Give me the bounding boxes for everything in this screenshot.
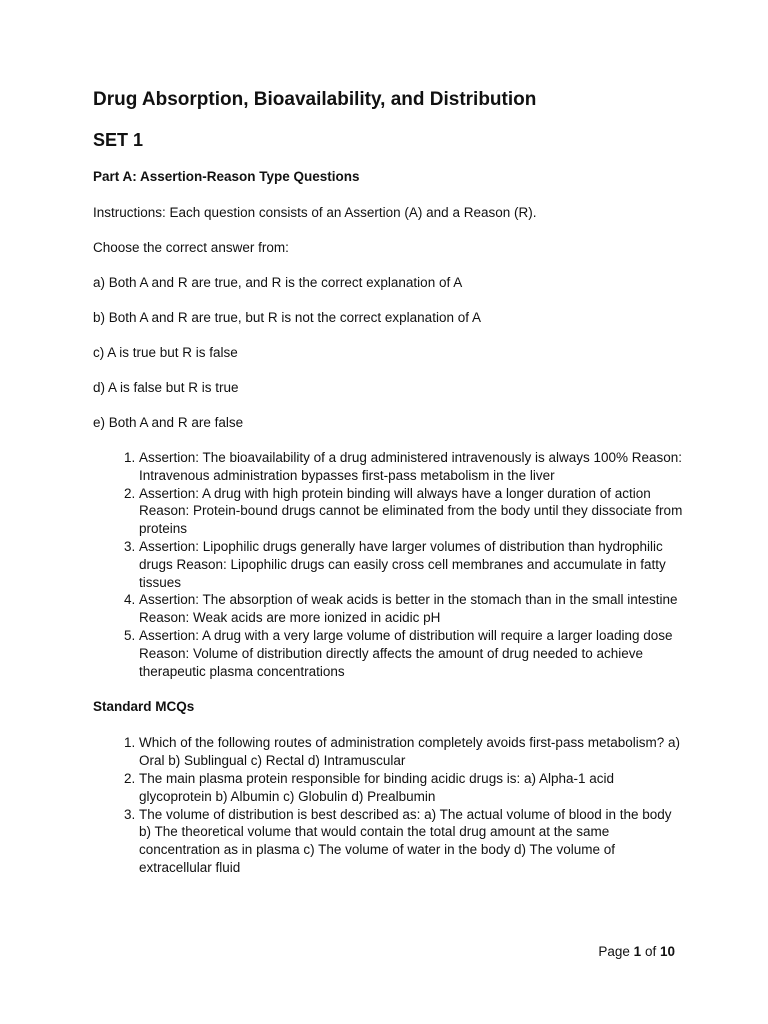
part-a-heading: Part A: Assertion-Reason Type Questions: [93, 169, 360, 184]
of-label: of: [644, 944, 657, 959]
mcq-question-list: [93, 734, 683, 876]
page-footer: [598, 943, 675, 961]
mcq-heading: Standard MCQs: [93, 699, 195, 715]
answer-option-c: c) A is true but R is false: [93, 345, 238, 360]
answer-option-a: a) Both A and R are true, and R is the correct explanation of A: [93, 275, 463, 290]
answer-option-d: d) A is false but R is true: [93, 380, 239, 395]
assertion-question-3: 3. Assertion: Lipophilic drugs generally have larger volumes of distribution than hydrophilic drugs Reason: Lipophilic drugs can easily cross cell membranes and accumulate in fatty tissues: [139, 538, 683, 591]
page-number: 1: [633, 944, 642, 959]
answer-option-e: e) Both A and R are false: [93, 415, 244, 430]
answer-option-b: b) Both A and R are true, but R is not the correct explanation of A: [93, 310, 481, 325]
set-title: SET 1: [93, 130, 144, 150]
instructions-text: Instructions: Each question consists of an Assertion (A) and a Reason (R).: [93, 205, 537, 220]
assertion-question-1: 1. Assertion: The bioavailability of a drug administered intravenously is always 100% Reason: Intravenous administration bypasses first-pass metabolism in the liver: [139, 449, 683, 485]
mcq-question-2: 2. The main plasma protein responsible for binding acidic drugs is: a) Alpha-1 acid glycoprotein b) Albumin c) Globulin d) Prealbumin: [139, 770, 683, 806]
mcq-question-1: 1. Which of the following routes of administration completely avoids first-pass metabolism? a) Oral b) Sublingual c) Rectal d) Intramuscular: [139, 734, 683, 770]
mcq-question-3: 3. The volume of distribution is best described as: a) The actual volume of blood in the body b) The theoretical volume that would contain the total drug amount at the same concentration as in plasma c) The volume of water in the body d) The volume of extracellular fluid: [139, 806, 683, 877]
assertion-question-5: 5. Assertion: A drug with a very large volume of distribution will require a larger loading dose Reason: Volume of distribution directly affects the amount of drug needed to achieve therapeutic plasma concentrations: [139, 627, 683, 680]
page-label: Page: [598, 944, 630, 959]
assertion-question-4: 4. Assertion: The absorption of weak acids is better in the stomach than in the small intestine Reason: Weak acids are more ionized in acidic pH: [139, 591, 683, 627]
document-title: Drug Absorption, Bioavailability, and Distribution: [93, 89, 537, 110]
assertion-reason-question-list: [93, 449, 683, 680]
total-pages: 10: [659, 944, 675, 959]
choose-text: Choose the correct answer from:: [93, 240, 289, 255]
assertion-question-2: 2. Assertion: A drug with high protein binding will always have a longer duration of action Reason: Protein-bound drugs cannot be eliminated from the body until they dissociate from proteins: [139, 485, 683, 538]
document-content: [93, 88, 683, 895]
